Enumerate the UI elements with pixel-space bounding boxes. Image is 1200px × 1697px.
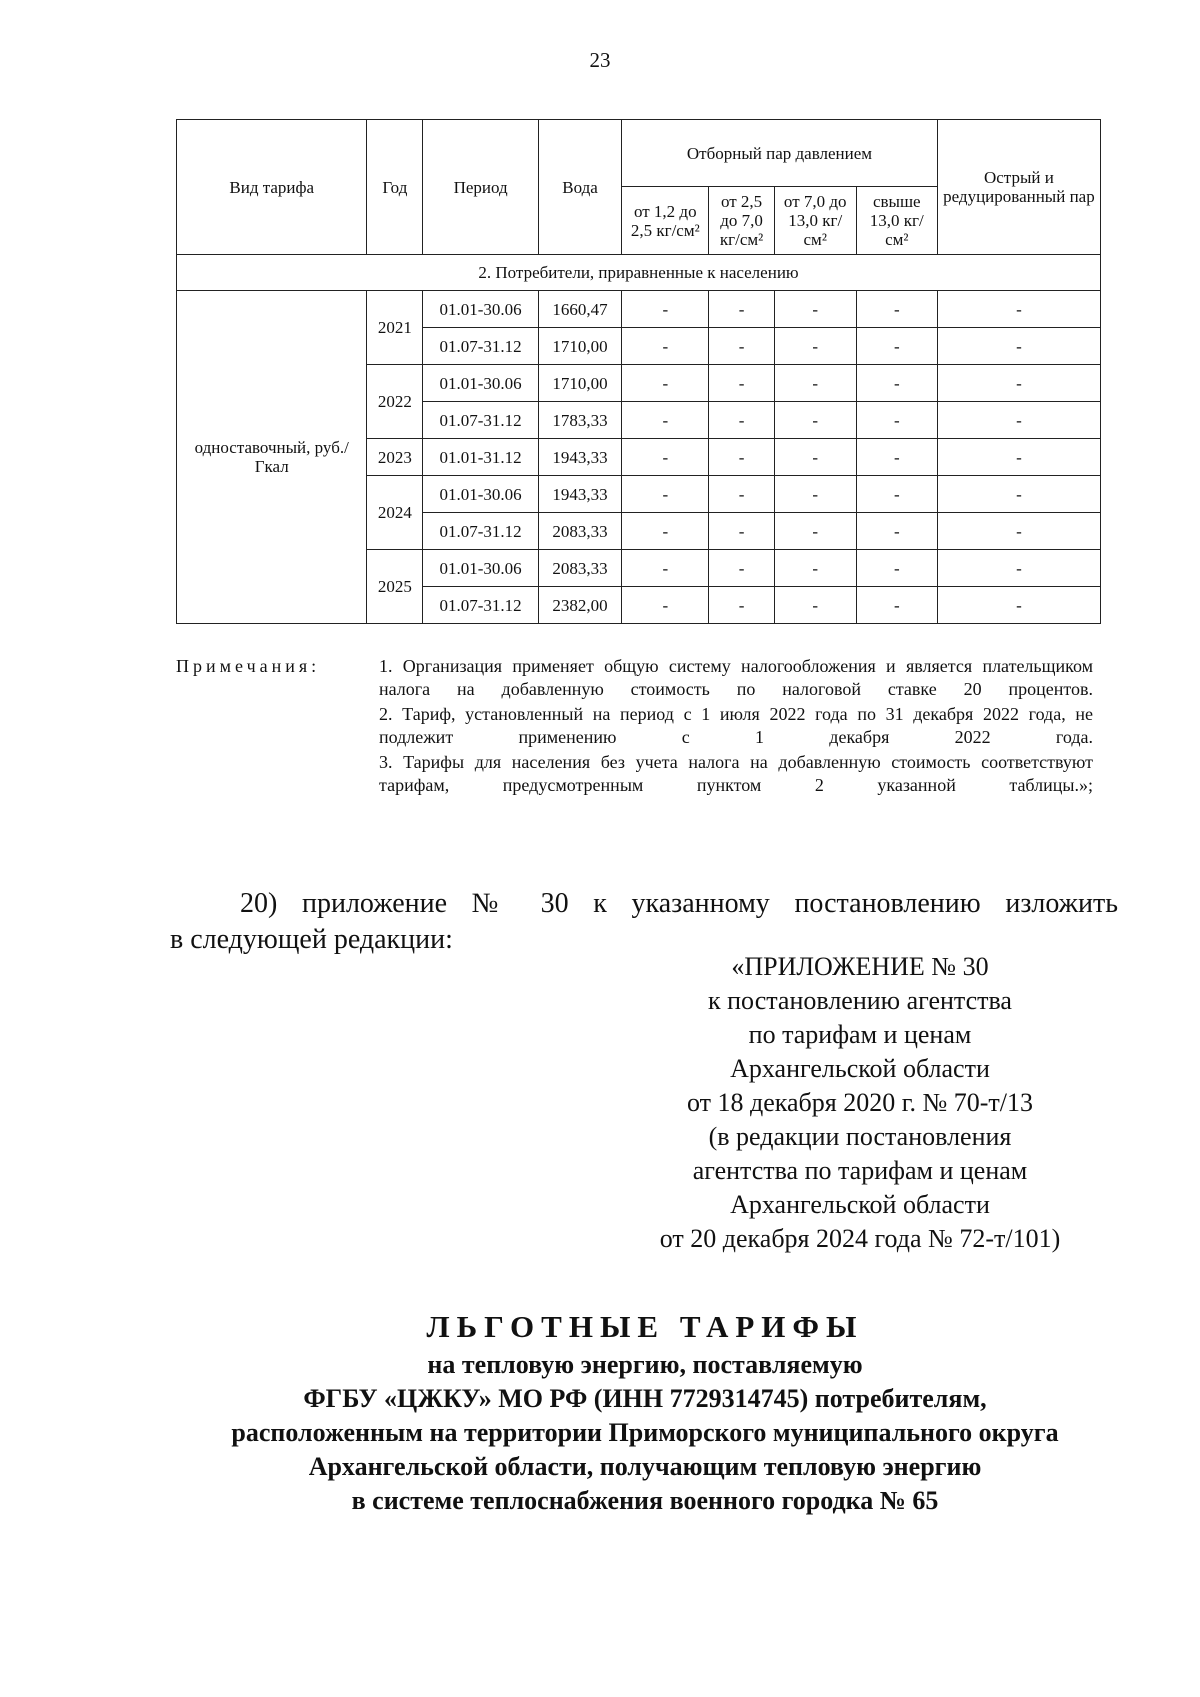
steam-4-cell: - bbox=[856, 365, 937, 402]
note-item-1: 1. Организация применяет общую систему налогообложения и является плательщиком налога на добавленную стоимость по налоговой ставке 20 процентов. bbox=[379, 656, 1093, 699]
steam-3-cell: - bbox=[774, 550, 856, 587]
period-cell: 01.07-31.12 bbox=[423, 587, 539, 624]
appendix-line: Архангельской области bbox=[730, 1054, 990, 1083]
year-cell: 2024 bbox=[367, 476, 423, 550]
appendix-header bbox=[610, 950, 1110, 1256]
header-steam-col-2: от 2,5 до 7,0 кг/см² bbox=[709, 187, 774, 255]
steam-1-cell: - bbox=[622, 365, 709, 402]
steam-3-cell: - bbox=[774, 513, 856, 550]
appendix-line: от 18 декабря 2020 г. № 70-т/13 bbox=[686, 1088, 1034, 1117]
steam-3-cell: - bbox=[774, 587, 856, 624]
sharp-steam-cell: - bbox=[937, 476, 1100, 513]
sharp-steam-cell: - bbox=[937, 291, 1100, 328]
water-value-cell: 2083,33 bbox=[538, 513, 621, 550]
title-line: в системе теплоснабжения военного городка № 65 bbox=[351, 1486, 939, 1515]
year-cell: 2023 bbox=[367, 439, 423, 476]
notes-list bbox=[379, 655, 1093, 799]
note-item-2: 2. Тариф, установленный на период с 1 июля 2022 года по 31 декабря 2022 года, не подлежит применению с 1 декабря 2022 года. bbox=[379, 704, 1093, 747]
appendix-line: агентства по тарифам и ценам bbox=[692, 1156, 1028, 1185]
document-title bbox=[120, 1306, 1170, 1518]
appendix-line: от 20 декабря 2024 года № 72-т/101) bbox=[659, 1224, 1061, 1253]
steam-3-cell: - bbox=[774, 365, 856, 402]
header-water: Вода bbox=[538, 120, 621, 255]
water-value-cell: 1943,33 bbox=[538, 439, 621, 476]
steam-4-cell: - bbox=[856, 402, 937, 439]
period-cell: 01.01-30.06 bbox=[423, 476, 539, 513]
water-value-cell: 1943,33 bbox=[538, 476, 621, 513]
header-steam-group: Отборный пар давлением bbox=[622, 120, 938, 187]
water-value-cell: 1710,00 bbox=[538, 365, 621, 402]
appendix-line: Архангельской области bbox=[730, 1190, 990, 1219]
period-cell: 01.07-31.12 bbox=[423, 328, 539, 365]
header-steam-col-4: свыше 13,0 кг/см² bbox=[856, 187, 937, 255]
steam-2-cell: - bbox=[709, 587, 774, 624]
steam-2-cell: - bbox=[709, 365, 774, 402]
amendment-point bbox=[170, 886, 1118, 958]
header-steam-col-3: от 7,0 до 13,0 кг/см² bbox=[774, 187, 856, 255]
title-line: Архангельской области, получающим тепловую энергию bbox=[308, 1452, 982, 1481]
sharp-steam-cell: - bbox=[937, 402, 1100, 439]
water-value-cell: 1660,47 bbox=[538, 291, 621, 328]
sharp-steam-cell: - bbox=[937, 328, 1100, 365]
steam-3-cell: - bbox=[774, 439, 856, 476]
header-tariff-type: Вид тарифа bbox=[177, 120, 367, 255]
water-value-cell: 2382,00 bbox=[538, 587, 621, 624]
steam-4-cell: - bbox=[856, 587, 937, 624]
water-value-cell: 1783,33 bbox=[538, 402, 621, 439]
steam-1-cell: - bbox=[622, 439, 709, 476]
header-year: Год bbox=[367, 120, 423, 255]
steam-1-cell: - bbox=[622, 513, 709, 550]
header-sharp-steam: Острый и редуцированный пар bbox=[937, 120, 1100, 255]
header-steam-col-1: от 1,2 до 2,5 кг/см² bbox=[622, 187, 709, 255]
steam-4-cell: - bbox=[856, 513, 937, 550]
steam-1-cell: - bbox=[622, 328, 709, 365]
steam-4-cell: - bbox=[856, 328, 937, 365]
steam-1-cell: - bbox=[622, 291, 709, 328]
sharp-steam-cell: - bbox=[937, 365, 1100, 402]
table-row bbox=[177, 291, 1101, 328]
page-number: 23 bbox=[589, 48, 611, 72]
steam-1-cell: - bbox=[622, 476, 709, 513]
steam-3-cell: - bbox=[774, 328, 856, 365]
tariff-type-cell: одноставочный, руб./Гкал bbox=[177, 291, 367, 624]
title-line: ФГБУ «ЦЖКУ» МО РФ (ИНН 7729314745) потребителям, bbox=[303, 1384, 987, 1413]
steam-3-cell: - bbox=[774, 402, 856, 439]
year-cell: 2025 bbox=[367, 550, 423, 624]
sharp-steam-cell: - bbox=[937, 587, 1100, 624]
steam-1-cell: - bbox=[622, 587, 709, 624]
appendix-line: к постановлению агентства bbox=[708, 986, 1012, 1015]
notes-label: Примечания: bbox=[176, 656, 321, 676]
steam-4-cell: - bbox=[856, 476, 937, 513]
sharp-steam-cell: - bbox=[937, 550, 1100, 587]
tariff-table bbox=[176, 119, 1101, 624]
year-cell: 2022 bbox=[367, 365, 423, 439]
steam-4-cell: - bbox=[856, 439, 937, 476]
amendment-line-2: в следующей редакции: bbox=[170, 924, 453, 955]
steam-1-cell: - bbox=[622, 402, 709, 439]
steam-3-cell: - bbox=[774, 476, 856, 513]
steam-2-cell: - bbox=[709, 476, 774, 513]
steam-2-cell: - bbox=[709, 439, 774, 476]
header-period: Период bbox=[423, 120, 539, 255]
steam-2-cell: - bbox=[709, 550, 774, 587]
period-cell: 01.01-31.12 bbox=[423, 439, 539, 476]
period-cell: 01.01-30.06 bbox=[423, 291, 539, 328]
title-line: расположенным на территории Приморского муниципального округа bbox=[231, 1418, 1059, 1447]
year-cell: 2021 bbox=[367, 291, 423, 365]
steam-4-cell: - bbox=[856, 550, 937, 587]
steam-2-cell: - bbox=[709, 513, 774, 550]
steam-3-cell: - bbox=[774, 291, 856, 328]
period-cell: 01.07-31.12 bbox=[423, 402, 539, 439]
steam-2-cell: - bbox=[709, 291, 774, 328]
steam-2-cell: - bbox=[709, 402, 774, 439]
title-line: на тепловую энергию, поставляемую bbox=[427, 1350, 863, 1379]
sharp-steam-cell: - bbox=[937, 513, 1100, 550]
appendix-line: «ПРИЛОЖЕНИЕ № 30 bbox=[731, 952, 989, 981]
appendix-line: по тарифам и ценам bbox=[748, 1020, 972, 1049]
appendix-line: (в редакции постановления bbox=[708, 1122, 1012, 1151]
steam-1-cell: - bbox=[622, 550, 709, 587]
period-cell: 01.07-31.12 bbox=[423, 513, 539, 550]
amendment-line-1: 20) приложение № 30 к указанному постановлению изложить bbox=[240, 888, 1118, 919]
steam-2-cell: - bbox=[709, 328, 774, 365]
period-cell: 01.01-30.06 bbox=[423, 365, 539, 402]
section-title: 2. Потребители, приравненные к населению bbox=[177, 255, 1101, 291]
water-value-cell: 1710,00 bbox=[538, 328, 621, 365]
note-item-3: 3. Тарифы для населения без учета налога на добавленную стоимость соответствуют тарифам, предусмотренным пунктом 2 указанной таблицы.»; bbox=[379, 752, 1093, 795]
period-cell: 01.01-30.06 bbox=[423, 550, 539, 587]
title-heading: ЛЬГОТНЫЕ ТАРИФЫ bbox=[426, 1309, 864, 1344]
water-value-cell: 2083,33 bbox=[538, 550, 621, 587]
sharp-steam-cell: - bbox=[937, 439, 1100, 476]
steam-4-cell: - bbox=[856, 291, 937, 328]
